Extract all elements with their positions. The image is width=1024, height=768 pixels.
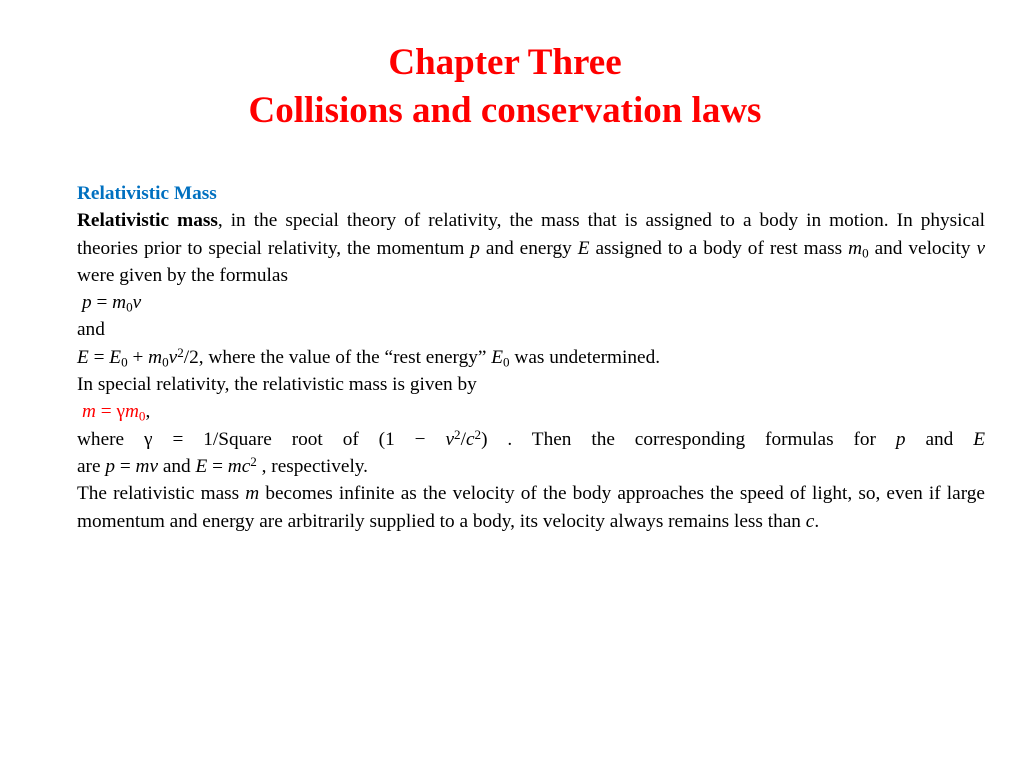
intro-paragraph: Relativistic mass, in the special theory of relativity, the mass that is assigned to a body in motion. In physical theories prior to special relativity, the momentum p and energy E assigned to a body of rest mass $m_0$ and velocity v were given by the formulas <box>77 210 986 286</box>
equation-energy: $E = E_0 + m_0v^2/2$, where the value of the “rest energy” $E_0$ was undetermined. <box>77 344 661 370</box>
and-text: and <box>77 319 105 341</box>
gamma-definition: where γ = 1/Square root of $(1 - v^2/c^2)$ . Then the corresponding formulas for p and E <box>77 426 985 450</box>
special-relativity-text: In special relativity, the relativistic mass is given by <box>77 374 477 396</box>
formulas-line: are p = mv and $E = mc^2$ , respectively. <box>77 454 369 477</box>
section-heading: Relativistic Mass <box>77 183 217 204</box>
chapter-subtitle: Collisions and conservation laws <box>248 90 762 131</box>
equation-relativistic-mass: $m = \gamma m_0$, <box>82 401 151 424</box>
equation-momentum: $p = m_0v$ <box>82 292 142 315</box>
chapter-title: Chapter Three <box>388 42 622 83</box>
term-bold: Relativistic mass <box>77 210 218 232</box>
slide-body <box>77 180 985 535</box>
final-paragraph: The relativistic mass m becomes infinite as the velocity of the body approaches the speed of light, so, even if large momentum and energy are arbitrarily supplied to a body, its velocity always remains less than c. <box>77 483 985 532</box>
